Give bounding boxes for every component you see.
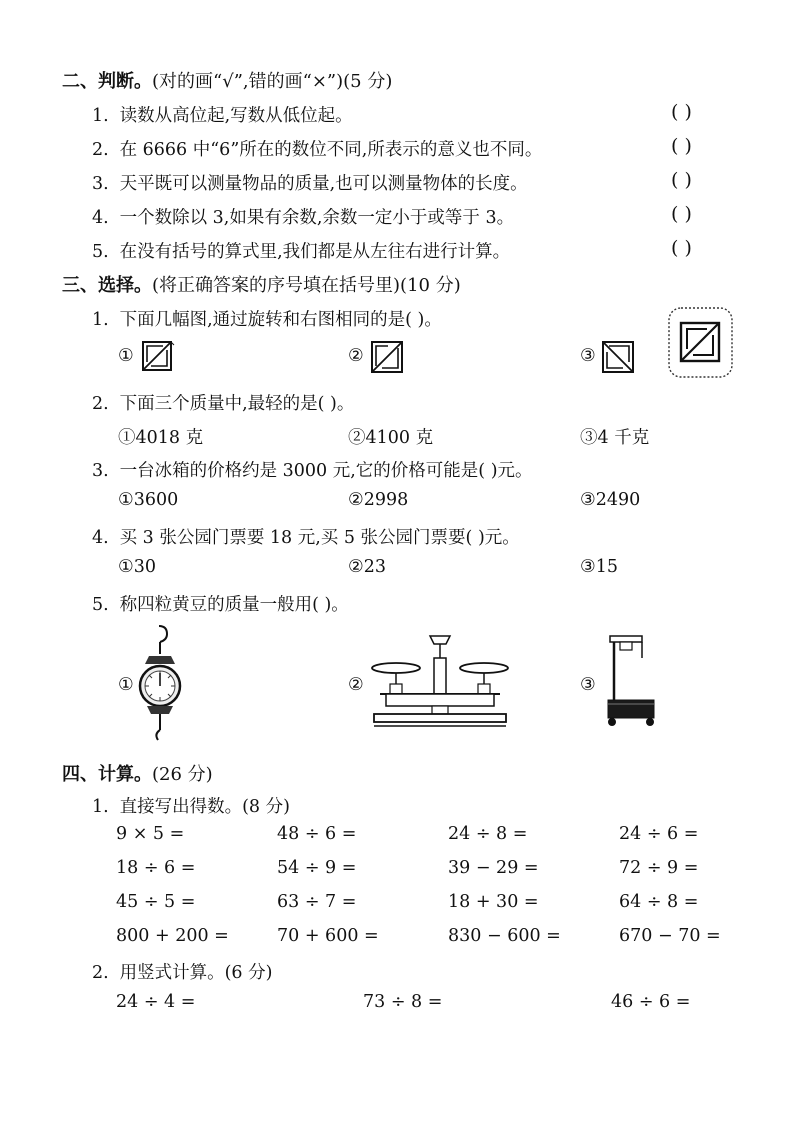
calc-expression[interactable]: 18 ÷ 6 = bbox=[116, 858, 196, 878]
item-text: 直接写出得数。(8 分) bbox=[119, 797, 290, 817]
section-3-title: 三、选择。 bbox=[62, 275, 152, 296]
section-4-instruction: (26 分) bbox=[152, 764, 213, 785]
calc-expression[interactable]: 72 ÷ 9 = bbox=[619, 858, 699, 878]
q2-option-2[interactable]: ②4100 克 bbox=[348, 428, 434, 448]
calc-expression[interactable]: 24 ÷ 8 = bbox=[448, 824, 528, 844]
item-text: 读数从高位起,写数从低位起。 bbox=[119, 106, 353, 126]
q2-option-3[interactable]: ③4 千克 bbox=[580, 428, 650, 448]
calc-expression[interactable]: 45 ÷ 5 = bbox=[116, 892, 196, 912]
q4-option-1[interactable]: ①30 bbox=[118, 557, 156, 577]
item-number: 1. bbox=[92, 797, 109, 817]
item-number: 4. bbox=[92, 528, 109, 548]
item-number: 4. bbox=[92, 208, 109, 228]
calc-expression[interactable]: 9 × 5 = bbox=[116, 824, 185, 844]
calc-expression[interactable]: 830 − 600 = bbox=[448, 926, 561, 946]
item-text: 一台冰箱的价格约是 3000 元,它的价格可能是( )元。 bbox=[119, 461, 533, 481]
calc-part-2 bbox=[92, 959, 272, 984]
judge-answer-2[interactable]: ( ) bbox=[671, 135, 692, 157]
q5-option-1-label: ① bbox=[118, 675, 134, 695]
q2-option-1[interactable]: ①4018 克 bbox=[118, 428, 204, 448]
item-text: 用竖式计算。(6 分) bbox=[119, 963, 273, 983]
item-text: 在 6666 中“6”所在的数位不同,所表示的意义也不同。 bbox=[119, 140, 543, 160]
item-number: 3. bbox=[92, 461, 109, 481]
section-4-heading bbox=[62, 760, 213, 786]
judge-answer-3[interactable]: ( ) bbox=[671, 169, 692, 191]
judge-answer-5[interactable]: ( ) bbox=[671, 237, 692, 259]
judge-answer-4[interactable]: ( ) bbox=[671, 203, 692, 225]
q3-option-3[interactable]: ③2490 bbox=[580, 490, 641, 510]
q1-option-2-label: ② bbox=[348, 346, 364, 366]
judge-item-4 bbox=[92, 204, 514, 229]
q1-option-2-figure-icon[interactable] bbox=[370, 340, 406, 376]
choice-q1 bbox=[92, 306, 442, 331]
item-number: 2. bbox=[92, 963, 109, 983]
calc-expression[interactable]: 63 ÷ 7 = bbox=[277, 892, 357, 912]
calc-expression[interactable]: 39 − 29 = bbox=[448, 858, 539, 878]
item-number: 3. bbox=[92, 174, 109, 194]
calc-expression[interactable]: 24 ÷ 6 = bbox=[619, 824, 699, 844]
choice-q5 bbox=[92, 591, 349, 616]
vertical-calc-expression[interactable]: 46 ÷ 6 = bbox=[611, 992, 691, 1012]
platform-scale-icon[interactable] bbox=[602, 634, 662, 730]
section-4-title: 四、计算。 bbox=[62, 764, 152, 785]
item-number: 5. bbox=[92, 595, 109, 615]
vertical-calc-expression[interactable]: 73 ÷ 8 = bbox=[363, 992, 443, 1012]
item-text: 一个数除以 3,如果有余数,余数一定小于或等于 3。 bbox=[119, 208, 515, 228]
item-number: 5. bbox=[92, 242, 109, 262]
item-number: 2. bbox=[92, 140, 109, 160]
q4-option-2[interactable]: ②23 bbox=[348, 557, 386, 577]
section-3-heading bbox=[62, 271, 461, 297]
item-number: 1. bbox=[92, 106, 109, 126]
calc-expression[interactable]: 670 − 70 = bbox=[619, 926, 721, 946]
judge-item-3 bbox=[92, 170, 528, 195]
item-text: 在没有括号的算式里,我们都是从左往右进行计算。 bbox=[119, 242, 511, 262]
calc-expression[interactable]: 800 + 200 = bbox=[116, 926, 229, 946]
q1-option-1-figure-icon[interactable] bbox=[141, 340, 175, 374]
item-number: 1. bbox=[92, 310, 109, 330]
q3-option-2[interactable]: ②2998 bbox=[348, 490, 409, 510]
calc-expression[interactable]: 64 ÷ 8 = bbox=[619, 892, 699, 912]
section-2-instruction: (对的画“√”,错的画“×”)(5 分) bbox=[152, 71, 393, 92]
q1-option-3-label: ③ bbox=[580, 346, 596, 366]
judge-item-5 bbox=[92, 238, 510, 263]
spring-scale-icon[interactable] bbox=[135, 622, 185, 746]
q5-option-3-label: ③ bbox=[580, 675, 596, 695]
section-3-instruction: (将正确答案的序号填在括号里)(10 分) bbox=[152, 275, 461, 296]
calc-expression[interactable]: 54 ÷ 9 = bbox=[277, 858, 357, 878]
item-text: 下面三个质量中,最轻的是( )。 bbox=[119, 394, 355, 414]
choice-q4 bbox=[92, 524, 520, 549]
calc-expression[interactable]: 48 ÷ 6 = bbox=[277, 824, 357, 844]
item-text: 称四粒黄豆的质量一般用( )。 bbox=[119, 595, 349, 615]
reference-figure-icon bbox=[668, 307, 734, 379]
judge-answer-1[interactable]: ( ) bbox=[671, 101, 692, 123]
q1-option-1-label: ① bbox=[118, 346, 134, 366]
vertical-calc-expression[interactable]: 24 ÷ 4 = bbox=[116, 992, 196, 1012]
choice-q3 bbox=[92, 457, 533, 482]
section-2-title: 二、判断。 bbox=[62, 71, 152, 92]
q3-option-1[interactable]: ①3600 bbox=[118, 490, 179, 510]
balance-scale-icon[interactable] bbox=[370, 632, 512, 732]
item-number: 2. bbox=[92, 394, 109, 414]
item-text: 天平既可以测量物品的质量,也可以测量物体的长度。 bbox=[119, 174, 528, 194]
calc-expression[interactable]: 70 + 600 = bbox=[277, 926, 379, 946]
judge-item-1 bbox=[92, 102, 353, 127]
section-2-heading bbox=[62, 67, 392, 93]
calc-part-1 bbox=[92, 793, 290, 818]
item-text: 下面几幅图,通过旋转和右图相同的是( )。 bbox=[119, 310, 442, 330]
q5-option-2-label: ② bbox=[348, 675, 364, 695]
calc-expression[interactable]: 18 + 30 = bbox=[448, 892, 539, 912]
item-text: 买 3 张公园门票要 18 元,买 5 张公园门票要( )元。 bbox=[119, 528, 520, 548]
q4-option-3[interactable]: ③15 bbox=[580, 557, 618, 577]
choice-q2 bbox=[92, 390, 354, 415]
q1-option-3-figure-icon[interactable] bbox=[601, 340, 637, 376]
judge-item-2 bbox=[92, 136, 542, 161]
